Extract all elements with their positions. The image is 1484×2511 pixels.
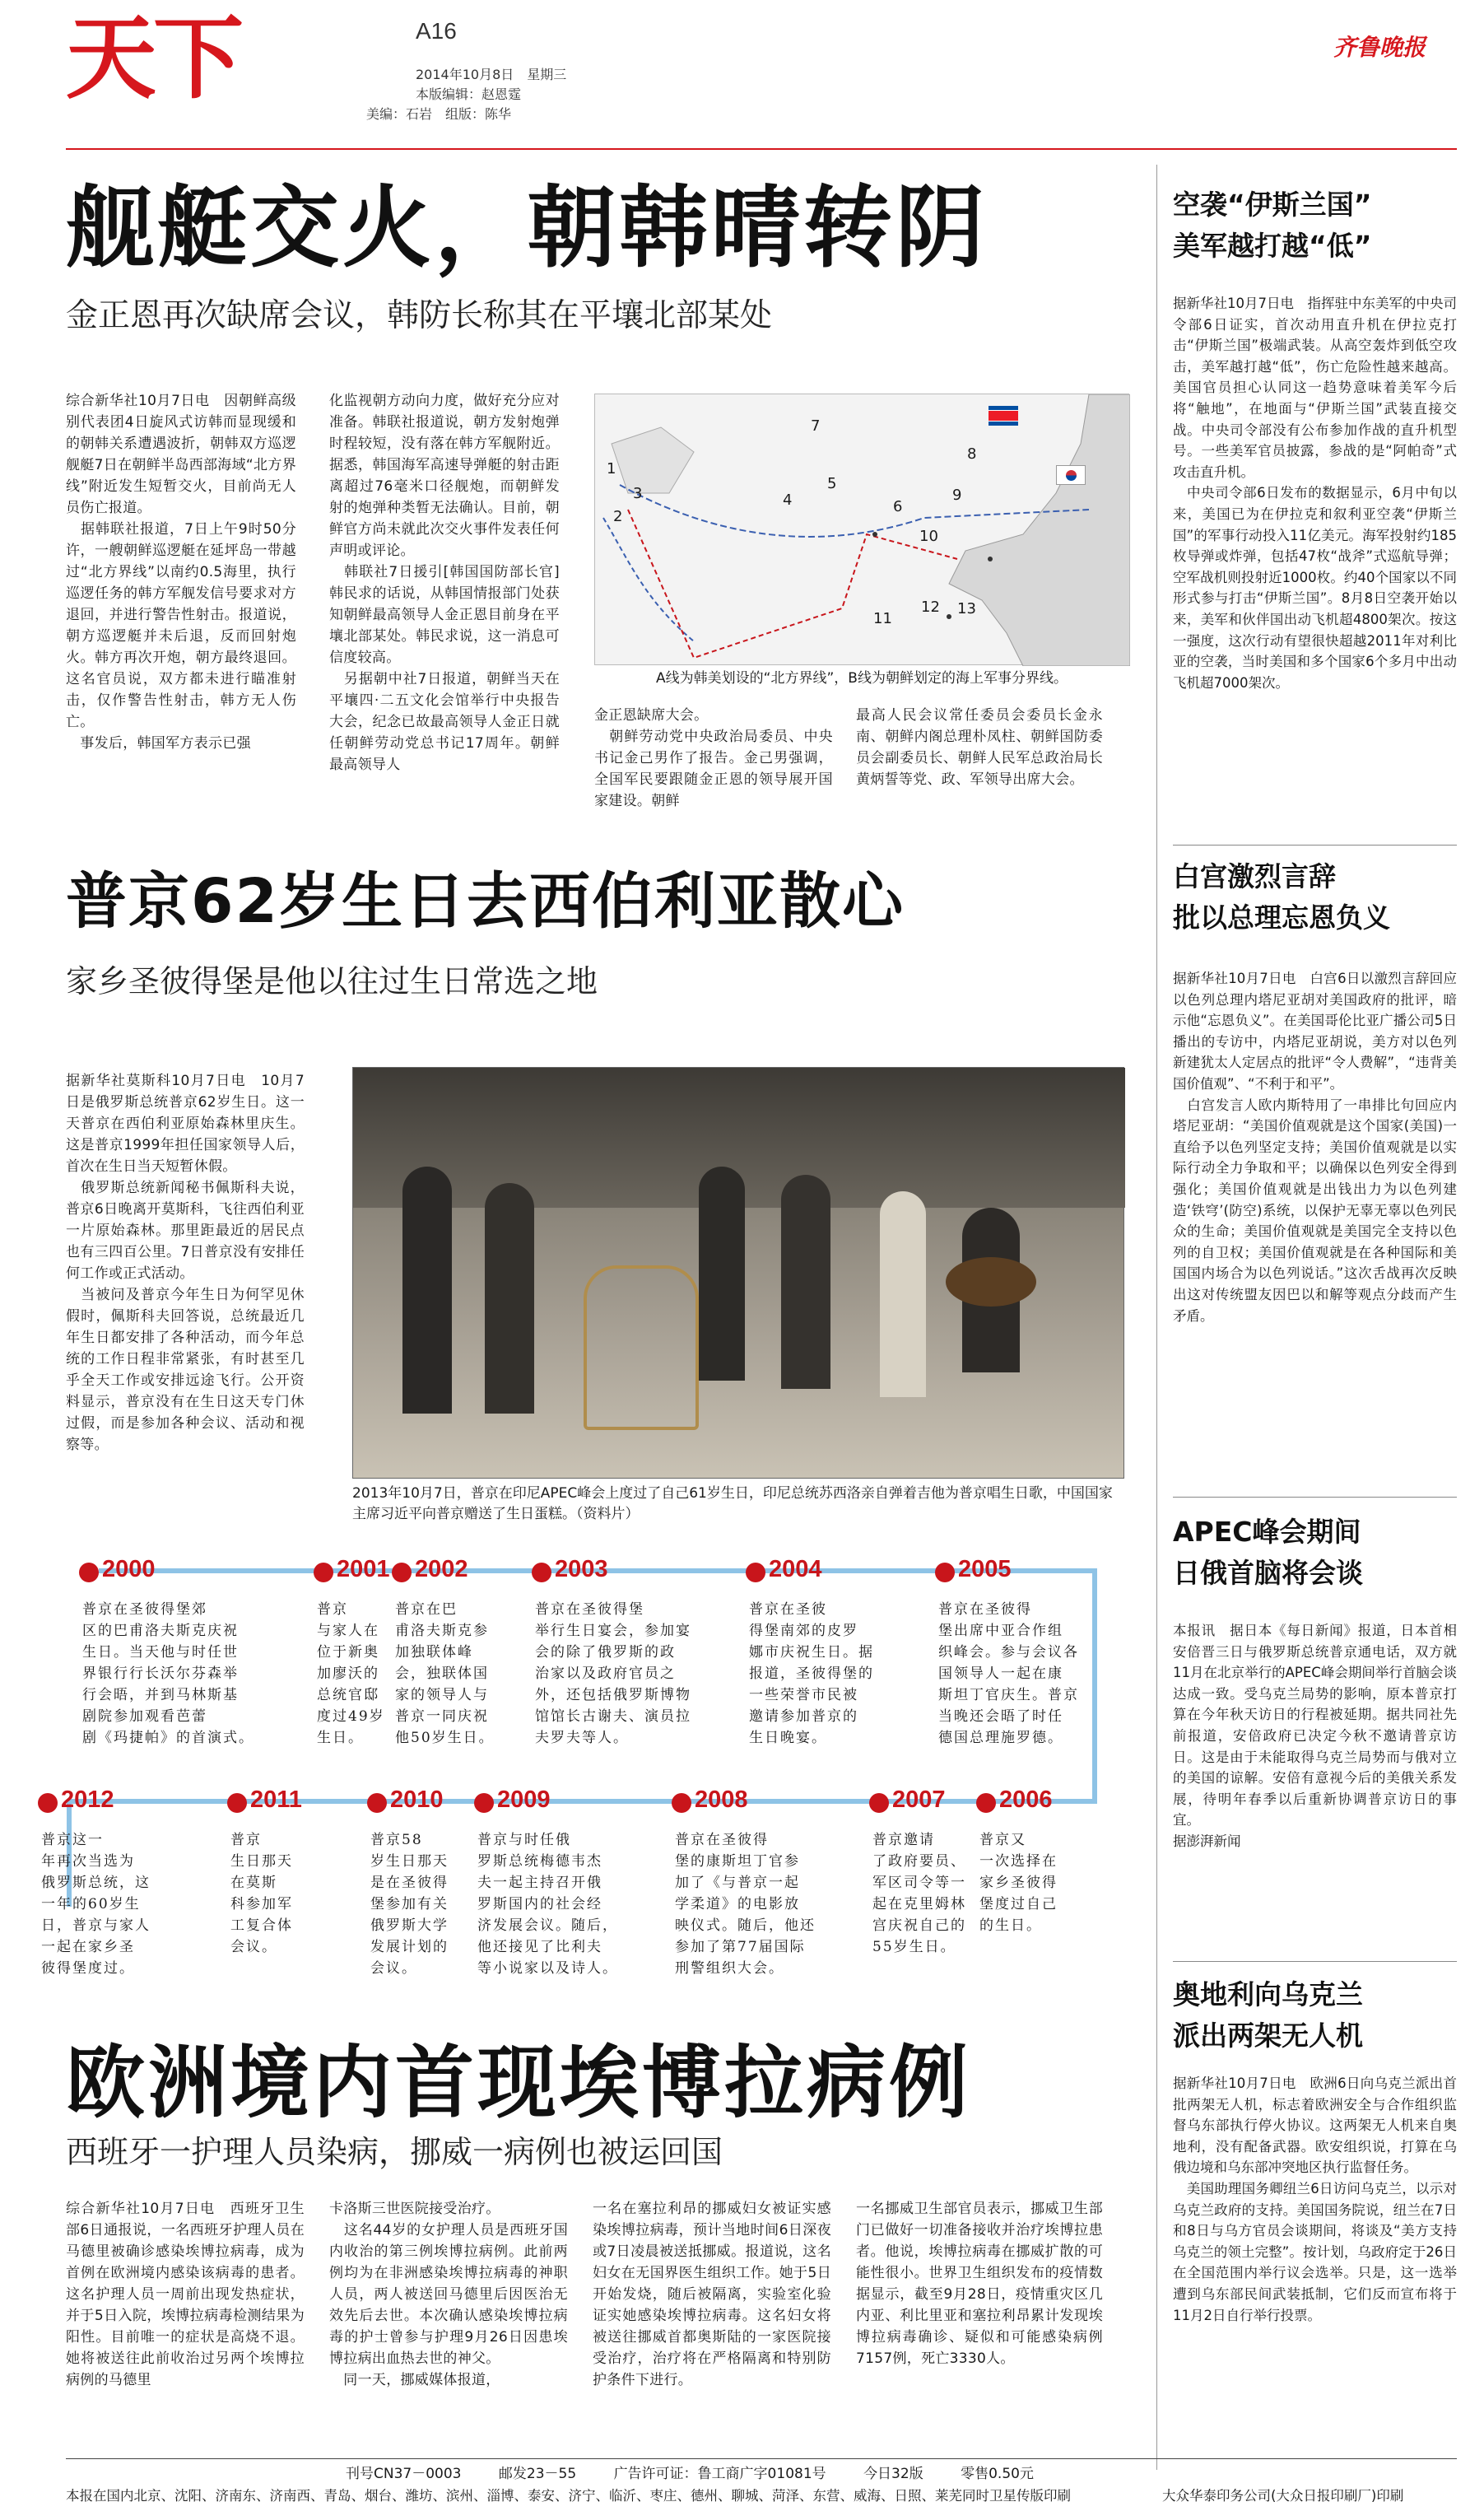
story2-caption: 2013年10月7日，普京在印尼APEC峰会上度过了自己61岁生日，印尼总统苏西洛亲自弹着吉他为普京唱生日歌，中国国家主席习近平向普京赠送了生日蛋糕。（资料片）	[352, 1485, 1113, 1522]
timeline-year-2002: 2002	[415, 1556, 468, 1582]
dprk-flag-icon	[989, 406, 1018, 426]
timeline-text-2009: 普京与时任俄 罗斯总统梅德韦杰 夫一起主持召开俄 罗斯国内的社会经 济发展会议。随后， 他还接见了比利夫 等小说家以及诗人。	[477, 1832, 618, 1977]
editor-line: 本版编辑：赵恩霆	[416, 86, 522, 102]
timeline-year-2008: 2008	[695, 1787, 748, 1813]
story3-headline: 欧洲境内首现埃博拉病例	[66, 2037, 971, 2129]
timeline-text-2004: 普京在圣彼 得堡南郊的皮罗 娜市庆祝生日。据 报道，圣彼得堡的 一些荣誉市民被 邀请参加普京的 生日晚宴。	[749, 1601, 874, 1746]
map-number-1: 1	[607, 460, 616, 478]
story3-col3: 一名在塞拉利昂的挪威妇女被证实感染埃博拉病毒，预计当地时间6日深夜或7日凌晨被送抵挪威。报道说，这名妇女在无国界医生组织工作。她于5日开始发烧，随后被隔离，实验室化验证实她感染埃博拉病毒。这名妇女将被送往挪威首都奥斯陆的一家医院接受治疗，治疗将在严格隔离和特别防护条件下进行。	[593, 2201, 831, 2388]
timeline-year-2012: 2012	[61, 1787, 114, 1813]
timeline-year-2007: 2007	[892, 1787, 946, 1813]
map-number-8: 8	[967, 445, 977, 463]
art-line: 美编：石岩 组版：陈华	[366, 106, 512, 122]
map-number-4: 4	[783, 491, 793, 509]
timeline-year-2000: 2000	[102, 1556, 156, 1582]
map-number-11: 11	[873, 610, 892, 627]
sidebar-body-4: 据新华社10月7日电 欧洲6日向乌克兰派出首批两架无人机，标志着欧洲安全与合作组织监督乌东部执行停火协议。这两架无人机来自奥地利，没有配备武器。欧安组织说，打算在乌俄边境和乌东部冲突地区执行监督任务。 美国助理国务卿纽兰6日访问乌克兰，以示对乌克兰政府的支持。美国国务院说，纽兰在7日和8日与乌方官员会谈期间，将谈及“美方支持乌克兰的领土完整”。按计划，乌政府定于26日在全国范围内举行议会选举。只是，这一选举遭到乌东部民间武装抵制，它们反而宣布将于11月2日自行举行投票。	[1173, 2075, 1457, 2323]
sidebar-rule-1	[1173, 845, 1457, 846]
section-title: 天下	[66, 6, 240, 111]
footer-line-1	[346, 2462, 1034, 2482]
timeline-dot-2012	[38, 1793, 58, 1813]
story1-col2: 化监视朝方动向力度，做好充分应对准备。韩联社报道说，朝方发射炮弹时程较短，没有落在韩方军舰附近。据悉，韩国海军高速导弹艇的射击距离超过76毫米口径舰炮，而朝鲜发射的炮弹种类暂无法确认。目前，朝鲜官方尚未就此次交火事件发表任何声明或评论。 韩联社7日援引[韩国国防部长官]韩民求的话说，从韩国情报部门处获知朝鲜最高领导人金正恩目前身在平壤北部某处。韩民求说，这一消息可信度较高。 另据朝中社7日报道，朝鲜当天在平壤四·二五文化会馆举行中央报告大会，纪念已故最高领导人金正日就任朝鲜劳动党总书记17周年。朝鲜最高领导人	[329, 393, 560, 773]
timeline-text-2008: 普京在圣彼得 堡的康斯坦丁官参 加了《与普京一起 学柔道》的电影放 映仪式。随后，他还 参加了第77届国际 刑警组织大会。	[675, 1832, 816, 1977]
footer-line-2: 本报在国内北京、沈阳、济南东、济南西、青岛、烟台、潍坊、滨州、淄博、泰安、济宁、临沂、枣庄、德州、聊城、菏泽、东营、威海、日照、莱芜同时卫星传版印刷	[66, 2488, 1071, 2504]
timeline-year-2010: 2010	[390, 1787, 444, 1813]
footer-price: 零售0.50元	[961, 2466, 1034, 2482]
sidebar-rule-3	[1173, 1961, 1457, 1962]
sidebar-headline-4: 奥地利向乌克兰 派出两架无人机	[1173, 1978, 1363, 2052]
sidebar-headline-1: 空袭“伊斯兰国” 美军越打越“低”	[1173, 189, 1372, 262]
story2-headline: 普京62岁生日去西伯利亚散心	[66, 866, 905, 937]
story1-col3: 金正恩缺席大会。 朝鲜劳动党中央政治局委员、中央书记金己男作了报告。金己男强调，全国军民要跟随金正恩的领导展开国家建设。朝鲜	[594, 707, 833, 809]
timeline-dot-2005	[935, 1563, 955, 1582]
timeline-year-2005: 2005	[958, 1556, 1012, 1582]
rok-flag-icon	[1056, 465, 1086, 485]
timeline-text-2000: 普京在圣彼得堡郊 区的巴甫洛夫斯克庆祝 生日。当天他与时任世 界银行行长沃尔芬森举 行会晤，并到马林斯基 剧院参加观看芭蕾 剧《玛捷帕》的首演式。	[82, 1601, 254, 1746]
story3-col4: 一名挪威卫生部官员表示，挪威卫生部门已做好一切准备接收并治疗埃博拉患者。他说，埃博拉病毒在挪威扩散的可能性很小。世界卫生组织发布的疫情数据显示，截至9月28日，疫情重灾区几内亚、利比里亚和塞拉利昂累计发现埃博拉病毒确诊、疑似和可能感染病例7157例，死亡3330人。	[856, 2201, 1103, 2367]
timeline-year-2009: 2009	[497, 1787, 551, 1813]
timeline-year-2003: 2003	[555, 1556, 608, 1582]
footer-postal: 邮发23－55	[498, 2466, 577, 2482]
map-number-10: 10	[919, 528, 938, 545]
story3-subhead: 西班牙一护理人员染病，挪威一病例也被运回国	[66, 2134, 723, 2170]
masthead	[0, 0, 1484, 156]
timeline-text-2001: 普京 与家人在 位于新奥 加廖沃的 总统官邸 度过49岁 生日。	[317, 1601, 385, 1746]
map-number-6: 6	[893, 498, 903, 515]
footer-printer: 大众华泰印务公司(大众日报印刷厂)印刷	[1162, 2488, 1404, 2504]
timeline-text-2002: 普京在巴 甫洛夫斯克参 加独联体峰 会，独联体国 家的领导人与 普京一同庆祝 他50岁生日。	[395, 1601, 495, 1746]
story1-subhead: 金正恩再次缺席会议，韩防长称其在平壤北部某处	[66, 297, 773, 334]
timeline-text-2003: 普京在圣彼得堡 举行生日宴会，参加宴 会的除了俄罗斯的政 治家以及政府官员之 外，还包括俄罗斯博物 馆馆长古谢夫、演员拉 夫罗夫等人。	[535, 1601, 691, 1746]
sidebar-body-1: 据新华社10月7日电 指挥驻中东美军的中央司令部6日证实，首次动用直升机在伊拉克打击“伊斯兰国”极端武装。从高空轰炸到低空攻击，美军越打越“低”，伤亡危险性越来越高。美国官员担心认同这一趋势意味着美军今后将“触地”，在地面与“伊斯兰国”武装直接交战。中央司令部没有公布参加作战的直升机型号。一些美军官员披露，参战的是“阿帕奇”式攻击直升机。 中央司令部6日发布的数据显示，6月中旬以来，美国已为在伊拉克和叙利亚空袭“伊斯兰国”的军事行动投入11亿美元。海军投射约185枚导弹或炸弹，包括47枚“战斧”式巡航导弹；空军战机则投射近1000枚。约40个国家以不同形式参与打击“伊斯兰国”。8月8日空袭开始以来，美军和伙伴国出动飞机超4800架次。按这一强度，这次行动有望很快超越2011年对利比亚的空袭，当时美国和多个国家6个多月中出动飞机超7000架次。	[1173, 296, 1457, 691]
footer-issn: 刊号CN37－0003	[346, 2466, 462, 2482]
map-graphic	[595, 394, 1130, 666]
story2-subhead: 家乡圣彼得堡是他以往过生日常选之地	[66, 963, 598, 999]
page-number: A16	[416, 18, 457, 44]
timeline-text-2010: 普京58 岁生日那天 是在圣彼得 堡参加有关 俄罗斯大学 发展计划的 会议。	[370, 1832, 449, 1977]
timeline-year-2011: 2011	[250, 1787, 302, 1813]
masthead-rule	[66, 148, 1457, 150]
sidebar-headline-3: APEC峰会期间 日俄首脑将会谈	[1173, 1516, 1363, 1589]
timeline-year-2006: 2006	[999, 1787, 1053, 1813]
sidebar-headline-2: 白宫激烈言辞 批以总理忘恩负义	[1173, 860, 1390, 934]
paper-logo: 齐鲁晚报	[1333, 34, 1426, 61]
timeline-dot-2003	[532, 1563, 551, 1582]
story3-col2: 卡洛斯三世医院接受治疗。 这名44岁的女护理人员是西班牙国内收治的第三例埃博拉病例。此前两例均为在非洲感染埃博拉病毒的神职人员，两人被送回马德里后因医治无效先后去世。本次确认感染埃博拉病毒的护士曾参与护理9月26日因患埃博拉病出血热去世的神父。 同一天，挪威媒体报道，	[329, 2201, 568, 2388]
map-number-9: 9	[952, 487, 962, 504]
timeline-dot-2007	[869, 1793, 889, 1813]
timeline-dot-2008	[672, 1793, 691, 1813]
timeline-dot-2006	[976, 1793, 996, 1813]
timeline-dot-2010	[367, 1793, 387, 1813]
sidebar-body-2: 据新华社10月7日电 白宫6日以激烈言辞回应以色列总理内塔尼亚胡对美国政府的批评，暗示他“忘恩负义”。在美国哥伦比亚广播公司5日播出的专访中，内塔尼亚胡说，美方对以色列新建犹太人定居点的批评“令人费解”，“违背美国价值观”、“不利于和平”。 白宫发言人欧内斯特用了一串排比句回应内塔尼亚胡：“美国价值观就是这个国家(美国)一直给予以色列坚定支持；美国价值观就是以实际行动全力争取和平；以确保以色列安全得到强化；美国价值观就是出钱出力为以色列建造‘铁穹’(防空)系统，以保护无辜无辜以色列民众的生命；美国价值观就是美国完全支持以色列的自卫权；美国价值观就是在各种国际和美国国内场合为以色列说话。”这次舌战再次反映出这对传统盟友因巴以和解等观点分歧而产生矛盾。	[1173, 971, 1457, 1324]
sidebar-body-3: 本报讯 据日本《每日新闻》报道，日本首相安倍晋三日与俄罗斯总统普京通电话，双方就11月在北京举行的APEC峰会期间举行首脑会谈达成一致。受乌克兰局势的影响，原本普京打算在今年秋天访日的行程被延期。据共同社先前报道，安倍政府已决定今秋不邀请普京访日。这是由于未能取得乌克兰局势而与俄对立的美国的谅解。安倍有意视今后的美俄关系发展，待明年春季以后重新协调普京访日的事宜。 据澎湃新闻	[1173, 1623, 1457, 1849]
map-number-12: 12	[921, 599, 940, 616]
timeline-year-2001: 2001	[337, 1556, 390, 1582]
footer-pages: 今日32版	[863, 2466, 923, 2482]
story2-photo	[352, 1067, 1124, 1479]
timeline-dot-2000	[79, 1563, 99, 1582]
timeline-year-2004: 2004	[769, 1556, 822, 1582]
story1-col1: 综合新华社10月7日电 因朝鲜高级别代表团4日旋风式访韩而显现缓和的朝韩关系遭遇波折，朝韩双方巡逻舰艇7日在朝鲜半岛西部海域“北方界线”附近发生短暂交火，目前尚无人员伤亡报道。 据韩联社报道，7日上午9时50分许，一艘朝鲜巡逻艇在延坪岛一带越过“北方界线”以南约0.5海里，执行巡逻任务的韩方军舰发信号要求对方退回，并进行警告性射击。报道说，朝方巡逻艇并未后退，反而回射炮火。韩方再次开炮，朝方最终退回。这名官员说，双方都未进行瞄准射击，仅作警告性射击，韩方无人伤亡。 事发后，韩国军方表示已强	[66, 393, 296, 752]
map-number-3: 3	[633, 485, 643, 502]
story1-headline: 舰艇交火，朝韩晴转阴	[66, 177, 989, 280]
footer-ad-license: 广告许可证：鲁工商广字01081号	[613, 2466, 826, 2482]
story2-body: 据新华社莫斯科10月7日电 10月7日是俄罗斯总统普京62岁生日。这一天普京在西伯利亚原始森林里庆生。这是普京1999年担任国家领导人后，首次在生日当天短暂休假。 俄罗斯总统新闻秘书佩斯科夫说，普京6日晚离开莫斯科，飞往西伯利亚一片原始森林。那里距最近的居民点也有三四百公里。7日普京没有安排任何工作或正式活动。 当被问及普京今年生日为何罕见休假时，佩斯科夫回答说，总统最近几年生日都安排了各种活动，而今年总统的工作日程非常紧张，有时甚至几乎全天工作或安排远途飞行。公开资料显示，普京没有在生日这天专门休过假，而是参加各种会议、活动和视察等。	[66, 1073, 305, 1453]
story1-col4: 最高人民会议常任委员会委员长金永南、朝鲜内阁总理朴凤柱、朝鲜国防委员会副委员长、朝鲜人民军总政治局长黄炳誓等党、政、军领导出席大会。	[856, 707, 1103, 788]
map-number-2: 2	[613, 508, 623, 525]
date-line: 2014年10月8日 星期三	[416, 67, 567, 82]
timeline-dot-2004	[746, 1563, 765, 1582]
footer-rule	[66, 2458, 1457, 2459]
korea-map	[594, 394, 1129, 665]
map-caption: A线为韩美划设的“北方界线”，B线为朝鲜划定的海上军事分界线。	[656, 670, 1068, 687]
map-number-5: 5	[827, 475, 837, 492]
timeline-text-2012: 普京这一 年再次当选为 俄罗斯总统，这 一年的60岁生 日，普京与家人 一起在家乡圣 彼得堡度过。	[41, 1832, 151, 1977]
timeline-dot-2011	[227, 1793, 247, 1813]
map-number-7: 7	[811, 417, 821, 435]
sidebar-rule-2	[1173, 1497, 1457, 1498]
timeline-dot-2009	[474, 1793, 494, 1813]
timeline-text-2007: 普京邀请 了政府要员、 军区司令等一 起在克里姆林 宫庆祝自己的 55岁生日。	[872, 1832, 966, 1955]
timeline-dot-2001	[314, 1563, 333, 1582]
timeline-text-2006: 普京又 一次选择在 家乡圣彼得 堡度过自己 的生日。	[979, 1832, 1058, 1934]
timeline-text-2005: 普京在圣彼得 堡出席中亚合作组 织峰会。参与会议各 国领导人一起在康 斯坦丁官庆生。普京 当晚还会晤了时任 德国总理施罗德。	[938, 1601, 1079, 1746]
story3-col1: 综合新华社10月7日电 西班牙卫生部6日通报说，一名西班牙护理人员在马德里被确诊感染埃博拉病毒，成为首例在欧洲境内感染该病毒的患者。这名护理人员一周前出现发热症状，并于5日入院，埃博拉病毒检测结果为阳性。目前唯一的症状是高烧不退。她将被送往此前收治过另两个埃博拉病例的马德里	[66, 2201, 305, 2388]
timeline-text-2011: 普京 生日那天 在莫斯 科参加军 工复合体 会议。	[230, 1832, 293, 1955]
timeline-dot-2002	[392, 1563, 412, 1582]
map-number-13: 13	[957, 600, 976, 617]
sidebar-divider	[1156, 165, 1157, 2470]
